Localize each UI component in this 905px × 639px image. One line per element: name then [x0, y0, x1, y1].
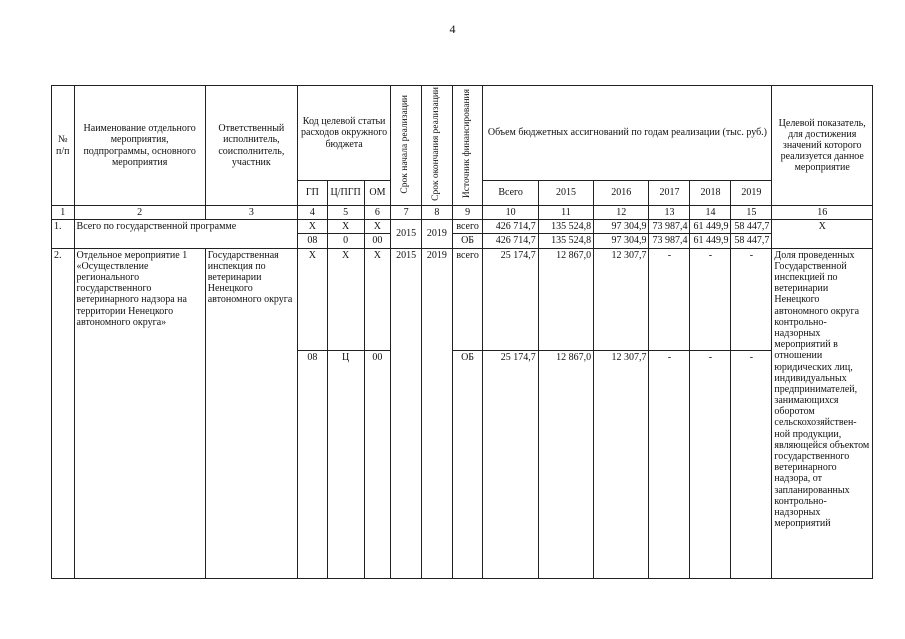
row-target: Х [772, 220, 873, 248]
header-code-group: Код целевой статьи расходов окружного бюджета [297, 86, 390, 181]
row-code-om: Х [364, 248, 391, 350]
row-code-gp: Х [297, 248, 327, 350]
row-start: 2015 [391, 248, 422, 578]
row-total: 25 174,7 [483, 350, 538, 578]
column-number: 14 [690, 206, 731, 220]
header-total: Всего [483, 181, 538, 206]
row-2016: 12 307,7 [594, 350, 649, 578]
column-number: 10 [483, 206, 538, 220]
row-target: Доля проведенных Государственной инспекцией по ветеринарии Ненецкого автономного округа контрольно-надзорных мероприятий в отношении юридических лиц, индивидуальных предпринимателей, занимающихся оборотом сельскохозяйствен-ной продукции, являющейся объектом государственного ветеринарного надзора, от запланированных контрольно-надзорных мероприятий [772, 248, 873, 578]
row-start: 2015 [391, 220, 422, 248]
column-number: 5 [327, 206, 364, 220]
row-2018: - [690, 248, 731, 350]
header-end-cell [421, 86, 452, 206]
column-number: 2 [74, 206, 205, 220]
column-number: 8 [421, 206, 452, 220]
header-code-cpgp: Ц/ПГП [327, 181, 364, 206]
column-number: 3 [205, 206, 297, 220]
row-2017: 73 987,4 [649, 220, 690, 234]
row-2016: 97 304,9 [594, 234, 649, 248]
row-code-gp: 08 [297, 234, 327, 248]
row-2017: - [649, 248, 690, 350]
row-2019: - [731, 248, 772, 350]
row-code-gp: Х [297, 220, 327, 234]
row-source: всего [452, 248, 483, 350]
row-code-gp: 08 [297, 350, 327, 578]
row-2019: 58 447,7 [731, 234, 772, 248]
row-total: 426 714,7 [483, 234, 538, 248]
row-2019: 58 447,7 [731, 220, 772, 234]
column-number: 1 [52, 206, 75, 220]
budget-table [51, 85, 873, 579]
column-number: 15 [731, 206, 772, 220]
header-code-gp: ГП [297, 181, 327, 206]
row-code-om: Х [364, 220, 391, 234]
row-2018: 61 449,9 [690, 220, 731, 234]
row-code-om: 00 [364, 234, 391, 248]
column-number: 11 [538, 206, 593, 220]
column-number: 9 [452, 206, 483, 220]
header-target: Целевой показатель, для достижения значений которого реализуется данное мероприятие [772, 86, 873, 206]
row-name: Всего по государственной программе [74, 220, 297, 248]
header-year-2018: 2018 [690, 181, 731, 206]
row-2019: - [731, 350, 772, 578]
row-2018: - [690, 350, 731, 578]
row-code-cpgp: 0 [327, 234, 364, 248]
row-2016: 12 307,7 [594, 248, 649, 350]
header-year-2019: 2019 [731, 181, 772, 206]
table-row [52, 220, 873, 234]
row-source: ОБ [452, 234, 483, 248]
column-number: 12 [594, 206, 649, 220]
row-2015: 135 524,8 [538, 234, 593, 248]
header-year-2016: 2016 [594, 181, 649, 206]
row-code-cpgp: Ц [327, 350, 364, 578]
header-source: Источник финансирования [461, 89, 472, 199]
header-year-2015: 2015 [538, 181, 593, 206]
row-num: 1. [52, 220, 75, 248]
column-number: 4 [297, 206, 327, 220]
header-start: Срок начала реализации [400, 94, 411, 194]
row-total: 25 174,7 [483, 248, 538, 350]
header-code-om: ОМ [364, 181, 391, 206]
row-end: 2019 [421, 248, 452, 578]
header-volume-group: Объем бюджетных ассигнований по годам реализации (тыс. руб.) [483, 86, 772, 181]
row-2017: 73 987,4 [649, 234, 690, 248]
row-2017: - [649, 350, 690, 578]
row-2016: 97 304,9 [594, 220, 649, 234]
header-source-cell [452, 86, 483, 206]
row-num: 2. [52, 248, 75, 578]
header-year-2017: 2017 [649, 181, 690, 206]
header-num: № п/п [52, 86, 75, 206]
table-row [52, 248, 873, 350]
page-number: 4 [449, 22, 456, 36]
row-source: ОБ [452, 350, 483, 578]
row-2018: 61 449,9 [690, 234, 731, 248]
row-name: Отдельное мероприятие 1 «Осуществление регионального государственного ветеринарного надзора на территории Ненецкого автономного округа» [74, 248, 205, 578]
row-code-om: 00 [364, 350, 391, 578]
row-code-cpgp: Х [327, 220, 364, 234]
row-end: 2019 [421, 220, 452, 248]
header-end: Срок окончания реализации [430, 87, 441, 201]
column-number-row [52, 206, 873, 220]
row-source: всего [452, 220, 483, 234]
header-row [52, 86, 873, 181]
row-2015: 12 867,0 [538, 248, 593, 350]
header-name: Наименование отдельного мероприятия, подпрограммы, основного мероприятия [74, 86, 205, 206]
header-start-cell [391, 86, 422, 206]
row-responsible: Государственная инспекция по ветеринарии Ненецкого автономного округа [205, 248, 297, 578]
column-number: 13 [649, 206, 690, 220]
header-responsible: Ответственный исполнитель, соисполнитель, участник [205, 86, 297, 206]
row-2015: 12 867,0 [538, 350, 593, 578]
column-number: 7 [391, 206, 422, 220]
column-number: 6 [364, 206, 391, 220]
row-2015: 135 524,8 [538, 220, 593, 234]
row-total: 426 714,7 [483, 220, 538, 234]
column-number: 16 [772, 206, 873, 220]
row-code-cpgp: Х [327, 248, 364, 350]
